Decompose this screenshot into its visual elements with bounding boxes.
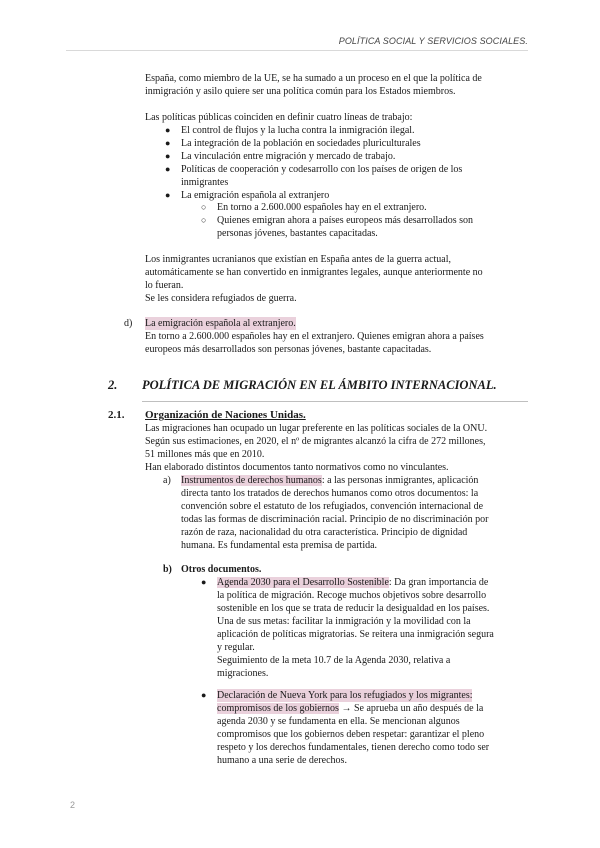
item-d-title: La emigración española al extranjero.: [145, 318, 296, 329]
bullet-icon: ●: [201, 577, 207, 587]
policy-item-continuation: inmigrantes: [181, 177, 229, 188]
section-2-1-number: 2.1.: [108, 409, 125, 421]
section-2-1-line: Según sus estimaciones, en 2020, el nº de migrantes alcanzó la cifra de 272 millones,: [145, 436, 486, 447]
intro-line-2: inmigración y asilo quiere ser una política común para los Estados miembros.: [145, 86, 456, 97]
agenda-first-line: [217, 576, 488, 589]
ny-line: compromisos que los gobiernos deben respetar: garantizar el pleno: [217, 729, 485, 740]
page-number: 2: [70, 800, 76, 810]
ny-line: humano a una serie de derechos.: [217, 755, 347, 766]
item-a-line: convención sobre el estatuto de los refugiados, convención internacional de: [181, 501, 484, 512]
section-2-1-title: Organización de Naciones Unidas.: [145, 409, 306, 421]
policy-subitem: En torno a 2.600.000 españoles hay en el extranjero.: [217, 202, 427, 213]
agenda-line-rest: : Da gran importancia de: [388, 577, 489, 588]
agenda-line: y regular.: [217, 642, 255, 653]
agenda-line: aplicación de políticas migratorias. Se reitera una inmigración segura: [217, 629, 494, 640]
header-divider: [66, 50, 528, 51]
policy-item: La integración de la población en sociedades pluriculturales: [181, 138, 421, 149]
policy-subitem-continuation: personas jóvenes, bastantes capacitadas.: [217, 228, 378, 239]
item-d-marker: d): [124, 318, 133, 329]
bullet-icon: ●: [201, 690, 207, 700]
ukraine-line: automáticamente se han convertido en inmigrantes legales, aunque anteriormente no: [145, 267, 483, 278]
bullet-icon: ●: [165, 138, 171, 148]
ny-line-rest: → Se aprueba un año después de la: [338, 703, 484, 714]
item-a-line: razón de raza, nacionalidad du otra característica. Principio de dignidad: [181, 527, 468, 538]
bullet-icon: ●: [165, 125, 171, 135]
bullet-icon: ●: [165, 164, 171, 174]
section-2-title: POLÍTICA DE MIGRACIÓN EN EL ÁMBITO INTERNACIONAL.: [142, 378, 497, 392]
page-header-title: POLÍTICA SOCIAL Y SERVICIOS SOCIALES.: [338, 36, 528, 46]
item-a-line: humana. Es fundamental esta premisa de partida.: [181, 540, 378, 551]
section-2-1-line: 51 millones más que en 2010.: [145, 449, 265, 460]
policy-item: El control de flujos y la lucha contra la inmigración ilegal.: [181, 125, 415, 136]
ny-second-line: [217, 702, 483, 715]
section-2-1-line: Han elaborado distintos documentos tanto normativos como no vinculantes.: [145, 462, 449, 473]
ny-declaration-title: Declaración de Nueva York para los refugiados y los migrantes:: [217, 690, 473, 701]
policy-item: La emigración española al extranjero: [181, 190, 330, 201]
item-b-marker: b): [163, 564, 172, 575]
item-a-first-line: [181, 474, 478, 487]
ukraine-line: Los inmigrantes ucranianos que existían en España antes de la guerra actual,: [145, 254, 451, 265]
agenda-line: la política de migración. Recoge muchos objetivos sobre desarrollo: [217, 590, 487, 601]
ukraine-line: lo fueran.: [145, 280, 184, 291]
section-2-number: 2.: [108, 378, 118, 392]
agenda-line: sostenible en los que se trata de reducir la desigualdad en los países.: [217, 603, 490, 614]
item-a-line-rest: : a las personas inmigrantes, aplicación: [321, 475, 479, 486]
ny-line: respeto y los derechos fundamentales, tienen derecho como todo ser: [217, 742, 490, 753]
section-2-divider: [142, 401, 528, 402]
ny-line: agenda 2030 y se fundamenta en ella. Se mencionan algunos: [217, 716, 460, 727]
circle-bullet-icon: ○: [201, 202, 207, 212]
item-d-line: En torno a 2.600.000 españoles hay en el extranjero. Quienes emigran ahora a países: [145, 331, 484, 342]
circle-bullet-icon: ○: [201, 215, 207, 225]
item-a-title: Instrumentos de derechos humanos: [181, 475, 322, 486]
item-a-line: todas las formas de discriminación racial. Principio de no discriminación por: [181, 514, 489, 525]
policies-intro: Las políticas públicas coinciden en definir cuatro líneas de trabajo:: [145, 112, 413, 123]
ukraine-line: Se les considera refugiados de guerra.: [145, 293, 297, 304]
bullet-icon: ●: [165, 151, 171, 161]
policy-subitem: Quienes emigran ahora a países europeos más desarrollados son: [217, 215, 474, 226]
agenda-title: Agenda 2030 para el Desarrollo Sostenible: [217, 577, 389, 588]
item-a-line: directa tanto los tratados de derechos humanos como otros documentos: la: [181, 488, 479, 499]
bullet-icon: ●: [165, 190, 171, 200]
policy-item: La vinculación entre migración y mercado de trabajo.: [181, 151, 396, 162]
ny-declaration-title-cont: compromisos de los gobiernos: [217, 703, 339, 714]
item-b-title: Otros documentos.: [181, 564, 262, 575]
agenda-line: migraciones.: [217, 668, 269, 679]
agenda-line: Seguimiento de la meta 10.7 de la Agenda 2030, relativa a: [217, 655, 451, 666]
policy-item: Políticas de cooperación y codesarrollo con los países de origen de los: [181, 164, 463, 175]
item-d-line: europeos más desarrollados son personas jóvenes, bastante capacitadas.: [145, 344, 432, 355]
agenda-line: Una de sus metas: facilitar la inmigración y la movilidad con la: [217, 616, 471, 627]
intro-line-1: España, como miembro de la UE, se ha sumado a un proceso en el que la política de: [145, 73, 482, 84]
item-a-marker: a): [163, 475, 171, 486]
section-2-1-line: Las migraciones han ocupado un lugar preferente en las políticas sociales de la ONU.: [145, 423, 488, 434]
